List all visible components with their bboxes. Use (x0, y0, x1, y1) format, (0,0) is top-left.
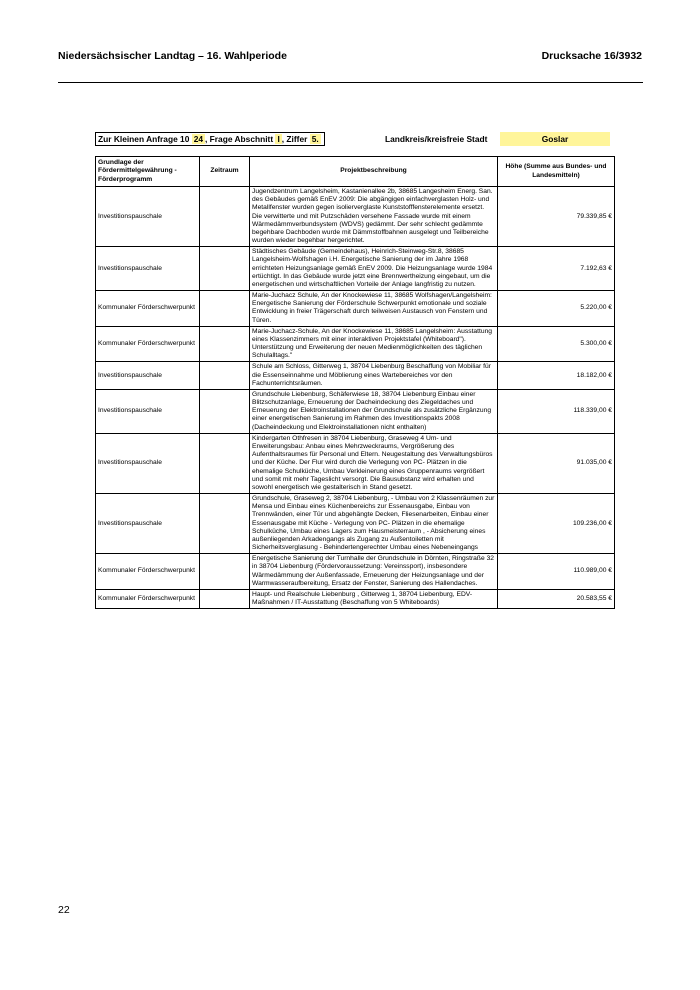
zeitraum-cell (200, 554, 250, 590)
description-cell: Kindergarten Othfresen in 38704 Liebenburg, Graseweg 4 Um- und Erweiterungsbau: Anbau eines Mehrzweckraums, Vergrößerung des Aufenthaltsraumes für Personal und Eltern. Neugestaltung des Verwaltungsbüros und der Küche. Der Flur wird durch die Verlegung von PC- Plätzen in die ehemalige Schulküche, Umbau Verkleinerung eines Gruppenraums vergrößert und somit mit mehr Tageslicht versorgt. Die Bausubstanz wird erhalten und sowohl energetisch wie gestalterisch in Stand gesetzt. (250, 433, 498, 493)
zeitraum-cell (200, 389, 250, 433)
program-cell: Kommunaler Förderschwerpunkt (96, 554, 200, 590)
program-cell: Kommunaler Förderschwerpunkt (96, 326, 200, 362)
program-cell: Kommunaler Förderschwerpunkt (96, 589, 200, 608)
program-cell: Investitionspauschale (96, 389, 200, 433)
page-header (58, 50, 642, 62)
table-row (96, 433, 615, 493)
amount-cell: 20.583,55 € (498, 589, 615, 608)
amount-cell: 5.300,00 € (498, 326, 615, 362)
query-reference (95, 132, 325, 146)
amount-cell: 118.339,00 € (498, 389, 615, 433)
program-cell: Investitionspauschale (96, 362, 200, 390)
table-row (96, 326, 615, 362)
anfrage-number: 24 (193, 134, 204, 144)
landkreis-value: Goslar (500, 132, 610, 146)
description-cell: Haupt- und Realschule Liebenburg , Gitterweg 1, 38704 Liebenburg, EDV-Maßnahmen / IT-Ausstattung (Beschaffung von 5 Whiteboards) (250, 589, 498, 608)
program-cell: Investitionspauschale (96, 247, 200, 291)
amount-cell: 79.339,85 € (498, 187, 615, 247)
amount-cell: 110.989,00 € (498, 554, 615, 590)
zeitraum-cell (200, 362, 250, 390)
zeitraum-cell (200, 326, 250, 362)
funding-table (95, 156, 615, 609)
description-cell: Grundschule Liebenburg, Schäferwiese 18, 38704 Liebenburg Einbau einer Blitzschutzanlage, Erneuerung der Dacheindeckung des Ziegeldaches und Erneuerung der Elektroinstallationen der Grundschule als zusätzliche Ergänzung einer energetischen Sanierung im Rahmen des Investitionspakts 2008 (Dacheindeckung und Elektroinstallationen nicht enthalten) (250, 389, 498, 433)
header-projektbeschreibung: Projektbeschreibung (250, 157, 498, 187)
amount-cell: 91.035,00 € (498, 433, 615, 493)
description-cell: Marie-Juchacz Schule, An der Knockewiese 11, 38685 Wolfshagen/Langelsheim: Energetische Sanierung der Förderschule Schwerpunkt emotionale und soziale Entwicklung in freier Trägerschaft durch teilweisen Austausch von Fenstern und Türen. (250, 291, 498, 327)
frage-label: , Frage Abschnitt (205, 134, 274, 144)
page-number: 22 (58, 904, 70, 916)
landkreis-label: Landkreis/kreisfreie Stadt (385, 134, 488, 144)
query-reference-bar (95, 132, 614, 146)
ziffer-value: 5. (311, 134, 319, 144)
abschnitt-value: I (277, 134, 280, 144)
amount-cell: 5.220,00 € (498, 291, 615, 327)
zeitraum-cell (200, 494, 250, 554)
table-row (96, 494, 615, 554)
table-row (96, 589, 615, 608)
table-row (96, 187, 615, 247)
ziffer-label: , Ziffer (281, 134, 308, 144)
description-cell: Städtisches Gebäude (Gemeindehaus), Heinrich-Steinweg-Str.8, 38685 Langelsheim-Wolfshagen i.H. Energetische Sanierung der im Jahre 1968 errichteten Heizungsanlage gemäß EnEV 2009. Die Heizungsanlage wurde 1984 ertüchtigt. In das Gebäude wurde jetzt eine Brennwertheizung eingebaut, um die energetischen und wirtschaftlichen Vorteile der Anlage langfristig zu nutzen. (250, 247, 498, 291)
amount-cell: 109.236,00 € (498, 494, 615, 554)
document-number: Drucksache 16/3932 (541, 50, 642, 62)
description-cell: Schule am Schloss, Gitterweg 1, 38704 Liebenburg Beschaffung von Mobiliar für die Essenseinnahme und Möblierung eines Wartebereiches vor den Fachunterrichtsräumen. (250, 362, 498, 390)
table-header-row (96, 157, 615, 187)
table-row (96, 362, 615, 390)
zeitraum-cell (200, 247, 250, 291)
program-cell: Investitionspauschale (96, 494, 200, 554)
table-row (96, 389, 615, 433)
header-divider (58, 82, 643, 83)
description-cell: Jugendzentrum Langelsheim, Kastanienallee 2b, 38685 Langesheim Energ. San. des Gebäudes gemäß EnEV 2009: Die abgängigen einfachverglasten Holz- und Metallfenster wurden gegen isolierverglaste Kunststofffensterelemente ersetzt. Die verwitterte und mit Putzschäden versehene Fassade wurde mit einem Wärmedämmverbundsystem (WDVS) gedämmt. Der sehr schlecht gedämmte begehbare Dachboden wurde mit Dämmstoffbahnen ausgelegt und Teilbereiche wurden wieder begehbar hergerichtet. (250, 187, 498, 247)
header-hoehe: Höhe (Summe aus Bundes- und Landesmitteln) (498, 157, 615, 187)
query-prefix: Zur Kleinen Anfrage 10 (98, 134, 190, 144)
program-cell: Investitionspauschale (96, 433, 200, 493)
parliament-title: Niedersächsischer Landtag – 16. Wahlperiode (58, 50, 287, 62)
table-row (96, 247, 615, 291)
description-cell: Grundschule, Graseweg 2, 38704 Liebenburg, - Umbau von 2 Klassenräumen zur Mensa und Einbau eines Küchenbereichs zur Essenausgabe, Einbau von Trennwänden, einer Tür und abgehängte Decken, Fliesenarbeiten, Einbau einer Essenausgabe mit Küche - Verlegung von PC- Plätzen in die ehemalige Schulküche, Umbau eines Lagers zum Hausmeisterraum , - Absicherung eines außenliegenden Arkadengangs als Zugang zu Außentoiletten mit Sicherheitsverglasung - Behindertengerechter Umbau eines Nebeneingangs (250, 494, 498, 554)
table-row (96, 554, 615, 590)
zeitraum-cell (200, 433, 250, 493)
zeitraum-cell (200, 589, 250, 608)
description-cell: Energetische Sanierung der Turnhalle der Grundschule in Dörnten, Ringstraße 32 in 38704 Liebenburg (Fördervoraussetzung: Vereinssport), insbesondere Wärmedämmung der Außenfassade, Erneuerung der Heizungsanlage und der Warmwasseraufbereitung, Ersatz der Fenster, Sanierung des Hallendaches. (250, 554, 498, 590)
header-grundlage: Grundlage der Fördermittelgewährung - Förderprogramm (96, 157, 200, 187)
description-cell: Marie-Juchacz-Schule, An der Knockewiese 11, 38685 Langelsheim: Ausstattung eines Klassenzimmers mit einer interaktiven Projektstafel (Whiteboard"). Unterstützung und Erweiterung der neuen Medienmöglichkeiten des täglichen Schulalltags." (250, 326, 498, 362)
amount-cell: 7.192,63 € (498, 247, 615, 291)
program-cell: Investitionspauschale (96, 187, 200, 247)
zeitraum-cell (200, 187, 250, 247)
program-cell: Kommunaler Förderschwerpunkt (96, 291, 200, 327)
table-row (96, 291, 615, 327)
amount-cell: 18.182,00 € (498, 362, 615, 390)
header-zeitraum: Zeitraum (200, 157, 250, 187)
zeitraum-cell (200, 291, 250, 327)
